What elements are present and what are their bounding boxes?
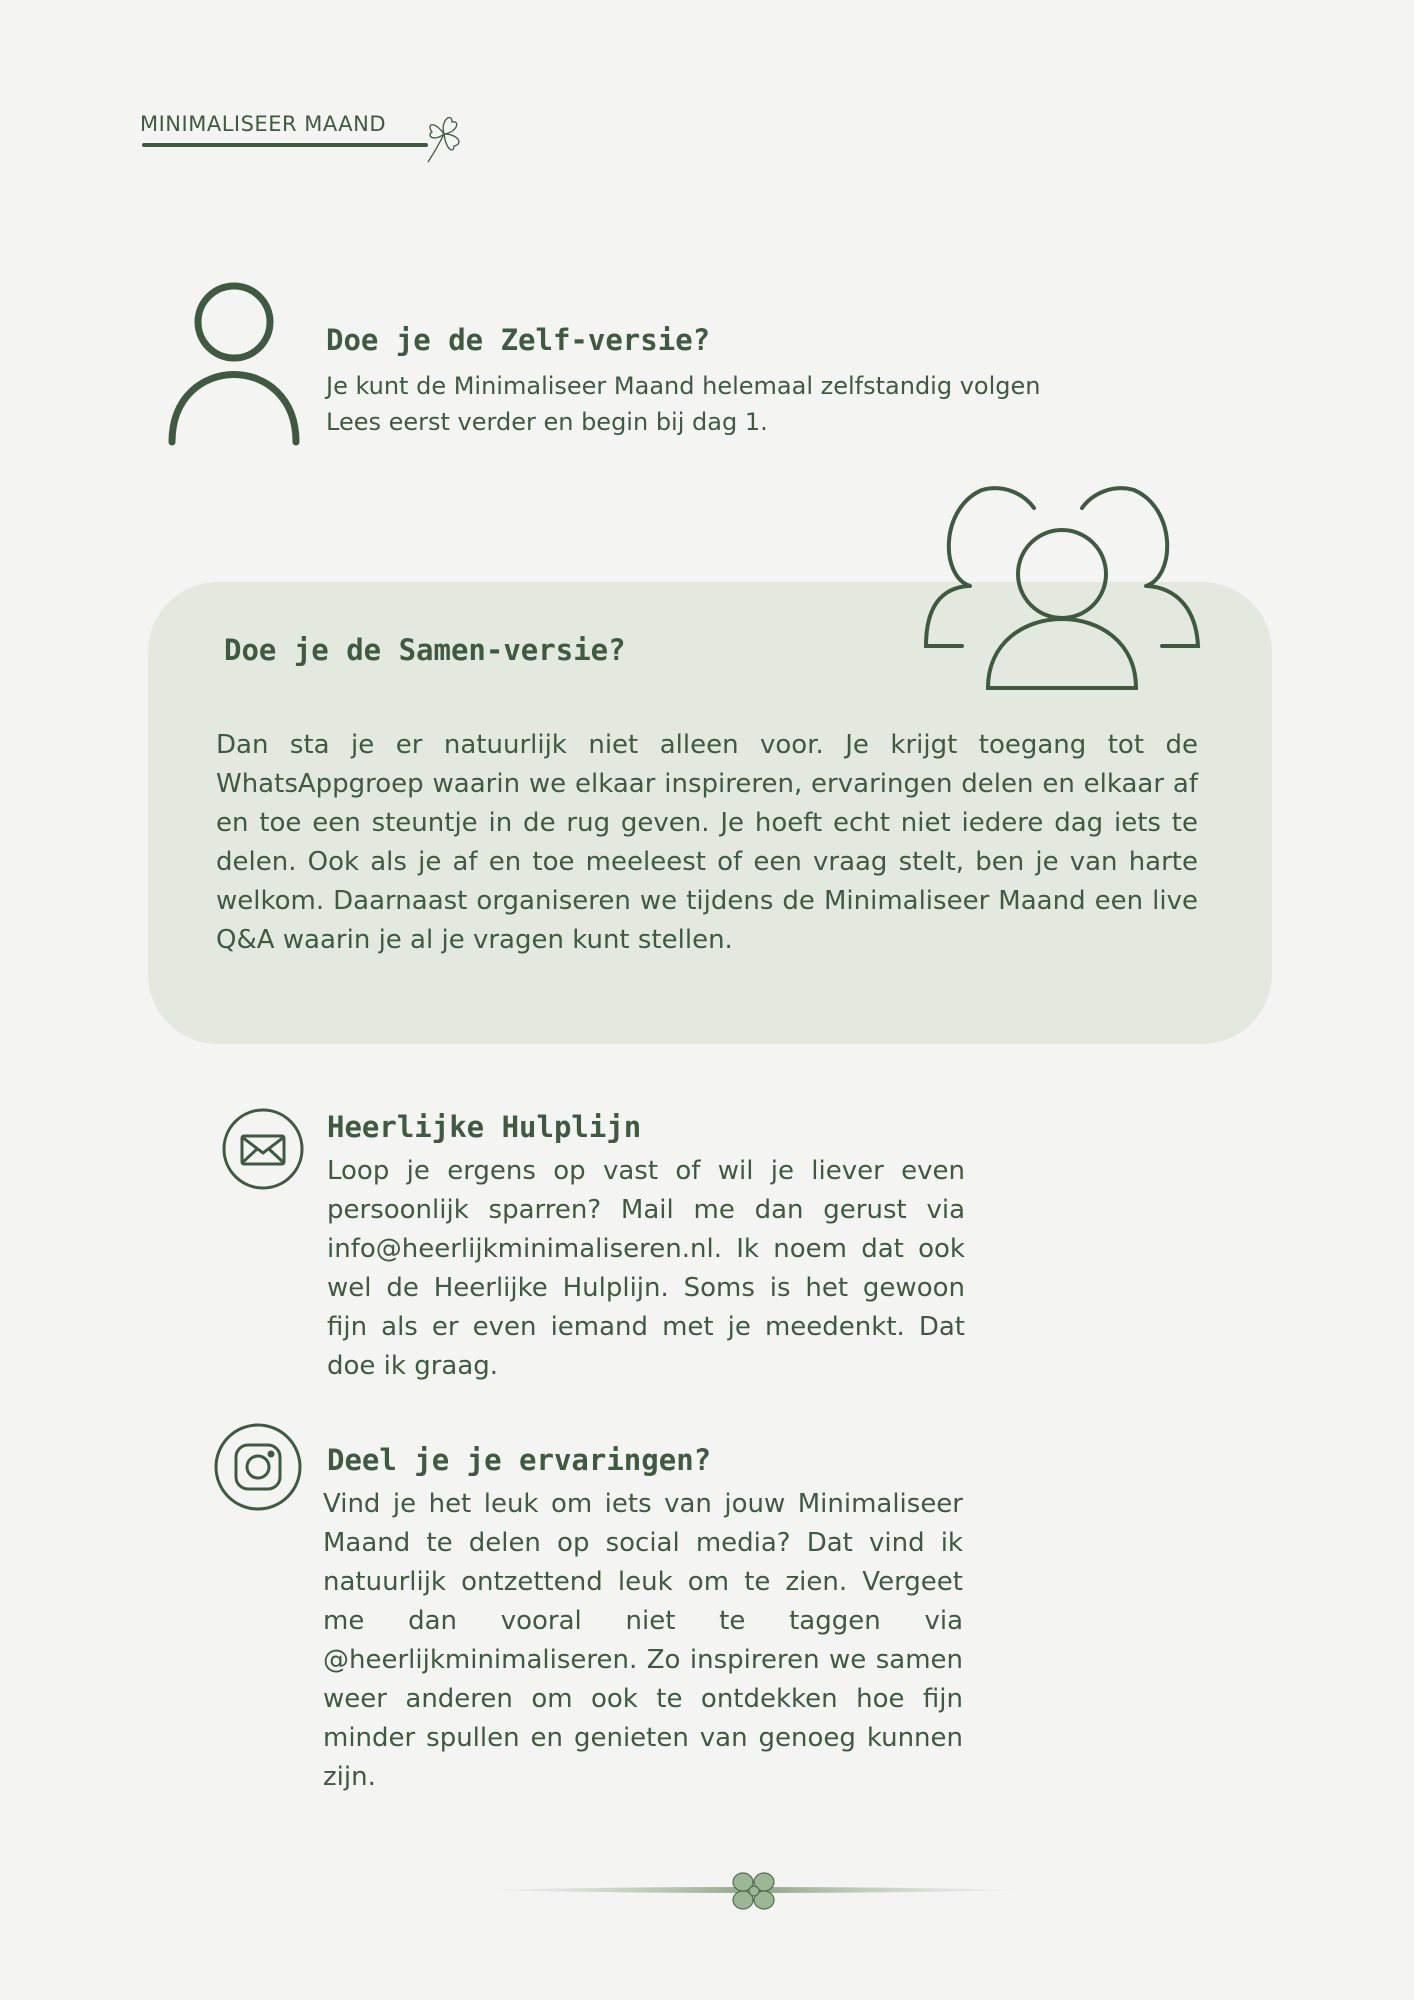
samen-versie-text: Dan sta je er natuurlijk niet alleen voor. Je krijgt toegang tot de WhatsAppgroep waarin we elkaar inspireren, ervaringen delen en elkaar af en toe een steuntje in de rug geven. Je hoeft echt niet iedere dag iets te delen. Ook als je af en toe meeleest of een vraag stelt, ben je van harte welkom. Daarnaast organiseren we tijdens de Minimaliseer Maand een live Q&A waarin je al je vragen kunt stellen.: [216, 730, 1198, 955]
zelf-versie-text: Je kunt de Minimaliseer Maand helemaal zelfstandig volgen Lees eerst verder en begin bij dag 1.: [326, 372, 1041, 436]
header-underline: [142, 143, 428, 147]
instagram-icon: [214, 1423, 302, 1511]
delen-heading: Deel je je ervaringen?: [327, 1443, 712, 1477]
delen-text: Vind je het leuk om iets van jouw Minimaliseer Maand te delen op social media? Dat vind ik natuurlijk ontzettend leuk om te zien. Vergeet me dan vooral niet te taggen via @heerlijkminimaliseren. Zo inspireren we samen weer anderen om ook te ontdekken hoe fijn minder spullen en genieten van genoeg kunnen zijn.: [323, 1489, 963, 1792]
zelf-versie-heading: Doe je de Zelf-versie?: [326, 323, 711, 357]
hulplijn-text: Loop je ergens op vast of wil je liever even persoonlijk sparren? Mail me dan gerust via info@heerlijkminimaliseren.nl. Ik noem dat ook wel de Heerlijke Hulplijn. Soms is het gewoon fijn als er even iemand met je meedenkt. Dat doe ik graag.: [327, 1156, 965, 1381]
hulplijn-heading: Heerlijke Hulplijn: [327, 1110, 642, 1144]
clover-divider-icon: [478, 1864, 1030, 1916]
mail-icon: [222, 1108, 304, 1190]
person-icon: [166, 282, 302, 446]
group-icon: [922, 486, 1202, 692]
header-title: MINIMALISEER MAAND: [140, 112, 387, 136]
samen-versie-heading: Doe je de Samen-versie?: [224, 633, 626, 667]
clover-icon: [424, 110, 468, 164]
